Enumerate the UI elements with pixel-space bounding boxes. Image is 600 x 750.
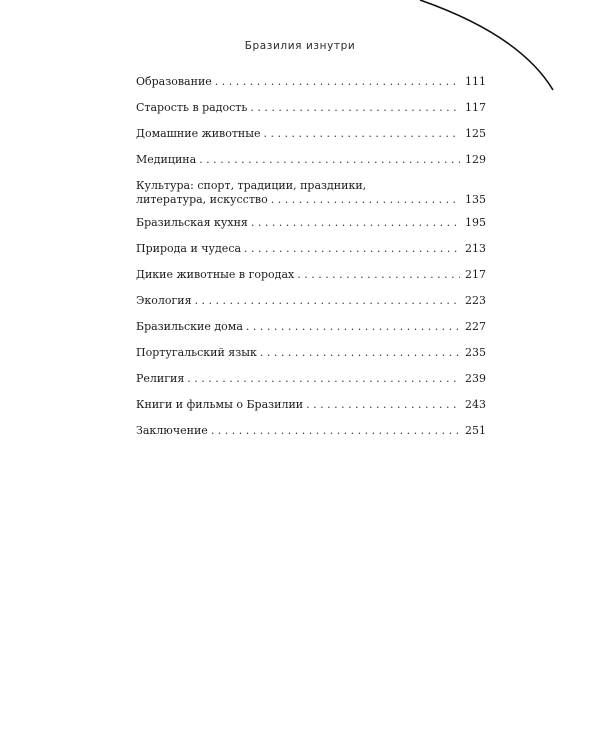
dot-leader [195,294,460,308]
toc-title [136,398,486,412]
toc-entry [136,127,486,141]
dot-leader [215,75,460,89]
toc-title-line: Медицина [136,153,197,166]
toc-page-number: 217 [465,268,486,281]
toc-page-number: 227 [465,320,486,333]
dot-leader [246,320,460,334]
toc-title-line: литература, искусство [136,193,268,206]
dot-leader [199,153,460,167]
dot-leader [264,127,460,141]
toc-entry [136,424,486,438]
toc-entry [136,294,486,308]
toc-title-line: Бразильская кухня [136,216,248,229]
toc-page-number: 129 [465,153,486,166]
dot-leader [211,424,460,438]
dot-leader [244,242,460,256]
toc-entry [136,346,486,360]
toc-title [136,268,486,282]
toc-entry [136,242,486,256]
dot-leader [187,372,460,386]
toc-page-number: 111 [465,75,486,88]
toc-title-line: Старость в радость [136,101,248,114]
dot-leader [251,216,460,230]
dot-leader [297,268,460,282]
toc-title [136,372,486,386]
toc-title [136,127,486,141]
toc-entry [136,216,486,230]
toc-title [136,101,486,115]
toc-title-line: Бразильские дома [136,320,243,333]
toc-page-number: 239 [465,372,486,385]
toc-page-number: 125 [465,127,486,140]
toc-title-line: Природа и чудеса [136,242,242,255]
toc-page-number: 195 [465,216,486,229]
toc-entry [136,75,486,89]
dot-leader [271,193,460,207]
toc-entry [136,153,486,167]
toc-title-line: Образование [136,75,212,88]
toc-page-number: 117 [465,101,486,114]
toc-title-line: Дикие животные в городах [136,268,295,281]
toc-title [136,294,486,308]
toc-entry [136,101,486,115]
toc-page-number: 213 [465,242,486,255]
toc-page-number: 223 [465,294,486,307]
dot-leader [260,346,460,360]
toc-entry [136,398,486,412]
toc-title-line: Культура: спорт, традиции, праздники, [136,179,367,192]
toc-page-number: 251 [465,424,486,437]
toc-title-line: Домашние животные [136,127,261,140]
toc-page-number: 243 [465,398,486,411]
toc-page-number: 235 [465,346,486,359]
toc-title-line: Религия [136,372,185,385]
toc-title [136,242,486,256]
toc-entry [136,268,486,282]
toc-title [136,179,486,207]
toc-title [136,320,486,334]
toc-title [136,216,486,230]
toc-title-line: Книги и фильмы о Бразилии [136,398,304,411]
dot-leader [306,398,460,412]
toc-entry [136,372,486,386]
toc-title [136,153,486,167]
toc-title [136,346,486,360]
toc-title-line: Португальский язык [136,346,257,359]
toc-title-line: Заключение [136,424,208,437]
table-of-contents [136,75,486,438]
toc-page-number: 135 [465,193,486,206]
running-head: Бразилия изнутри [244,40,356,52]
toc-title [136,75,486,89]
dot-leader [250,101,460,115]
toc-title-line: Экология [136,294,192,307]
toc-entry [136,179,486,207]
toc-title [136,424,486,438]
toc-entry [136,320,486,334]
